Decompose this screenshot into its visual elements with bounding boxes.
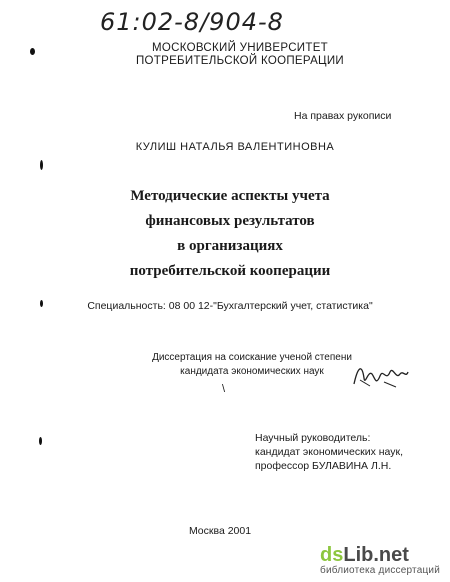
dslib-watermark[interactable]: [320, 544, 440, 576]
supervisor-line-3: профессор БУЛАВИНА Л.Н.: [255, 460, 392, 472]
rights-note: На правах рукописи: [294, 110, 392, 122]
title-line-4: потребительской кооперации: [129, 263, 331, 279]
university-name: [120, 42, 360, 68]
stray-mark: \: [222, 383, 226, 395]
scan-speck: [40, 300, 43, 307]
city-year: Москва 2001: [188, 525, 252, 537]
degree-line-2: кандидата экономических наук: [180, 366, 324, 377]
watermark-brand-net: .net: [373, 544, 409, 566]
watermark-logo: [320, 544, 440, 567]
supervisor-line-1: Научный руководитель:: [255, 432, 371, 444]
specialty: Специальность: 08 00 12-"Бухгалтерский учет, статистика": [87, 300, 373, 312]
watermark-subtitle: библиотека диссертаций: [320, 565, 440, 576]
title-line-1: Методические аспекты учета: [130, 188, 330, 204]
degree-line-1: Диссертация на соискание ученой степени: [152, 352, 352, 363]
title-line-3: в организациях: [177, 238, 283, 254]
supervisor-block: [255, 431, 403, 473]
watermark-brand-ds: ds: [320, 544, 344, 566]
title-line-2: финансовых результатов: [145, 213, 315, 229]
catalog-number-handwritten: 61:02-8/904-8: [100, 8, 284, 36]
supervisor-line-2: кандидат экономических наук,: [255, 446, 404, 458]
university-line-2: ПОТРЕБИТЕЛЬСКОЙ КООПЕРАЦИИ: [135, 55, 344, 67]
dissertation-title: [90, 184, 370, 284]
university-line-1: МОСКОВСКИЙ УНИВЕРСИТЕТ: [151, 42, 328, 54]
degree-statement: [142, 351, 362, 379]
scan-speck: [40, 160, 43, 170]
scan-speck: [30, 48, 35, 55]
handwritten-signature: [350, 360, 410, 392]
author-name: КУЛИШ НАТАЛЬЯ ВАЛЕНТИНОВНА: [135, 141, 335, 153]
watermark-brand-lib: Lib: [343, 544, 374, 566]
scan-speck: [39, 437, 42, 445]
